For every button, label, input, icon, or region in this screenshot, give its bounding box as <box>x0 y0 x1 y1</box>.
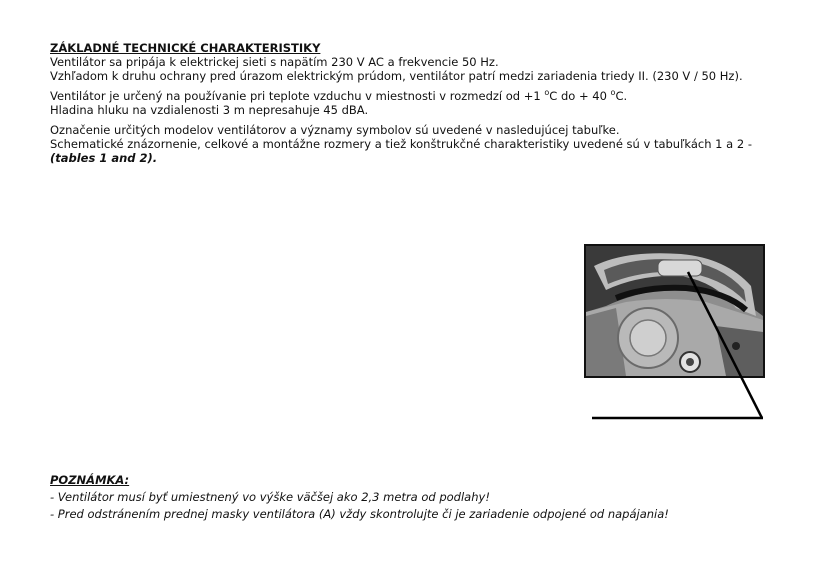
characteristics-section <box>50 41 790 165</box>
text-line-schematic: Schematické znázornenie, celkové a montážne rozmery a tiež konštrukčné charakteristiky uvedené sú v tabuľkách 1 a 2 - <box>50 137 752 151</box>
text-line-temperature <box>50 89 790 103</box>
degree-mark: o <box>610 88 616 97</box>
fan-motor-photo <box>584 244 765 378</box>
temperature-text-b: C do + 40 <box>549 89 611 103</box>
tables-reference: (tables 1 and 2). <box>50 151 158 165</box>
section-title: ZÁKLADNÉ TECHNICKÉ CHARAKTERISTIKY <box>50 41 321 55</box>
note-item-power-off: - Pred odstránením prednej masky ventilátora (A) vždy skontrolujte či je zariadenie odpojené od napájania! <box>50 507 669 521</box>
fan-motor-image <box>586 246 763 376</box>
degree-mark: o <box>544 88 550 97</box>
note-section <box>50 473 790 521</box>
text-line-noise: Hladina hluku na vzdialenosti 3 m nepresahuje 45 dBA. <box>50 103 369 117</box>
note-item-height: - Ventilátor musí byť umiestnený vo výške väčšej ako 2,3 metra od podlahy! <box>50 490 490 504</box>
text-line-models: Označenie určitých modelov ventilátorov a významy symbolov sú uvedené v nasledujúcej tabuľke. <box>50 123 620 137</box>
temperature-text-c: C. <box>615 89 628 103</box>
note-title: POZNÁMKA: <box>50 473 130 487</box>
text-line-power: Ventilátor sa pripája k elektrickej sieti s napätím 230 V AC a frekvencie 50 Hz. <box>50 55 499 69</box>
text-line-protection-class: Vzhľadom k druhu ochrany pred úrazom elektrickým prúdom, ventilátor patrí medzi zariadenia triedy II. (230 V / 50 Hz). <box>50 69 743 83</box>
temperature-text-a: Ventilátor je určený na používanie pri teplote vzduchu v miestnosti v rozmedzí od +1 <box>50 89 545 103</box>
